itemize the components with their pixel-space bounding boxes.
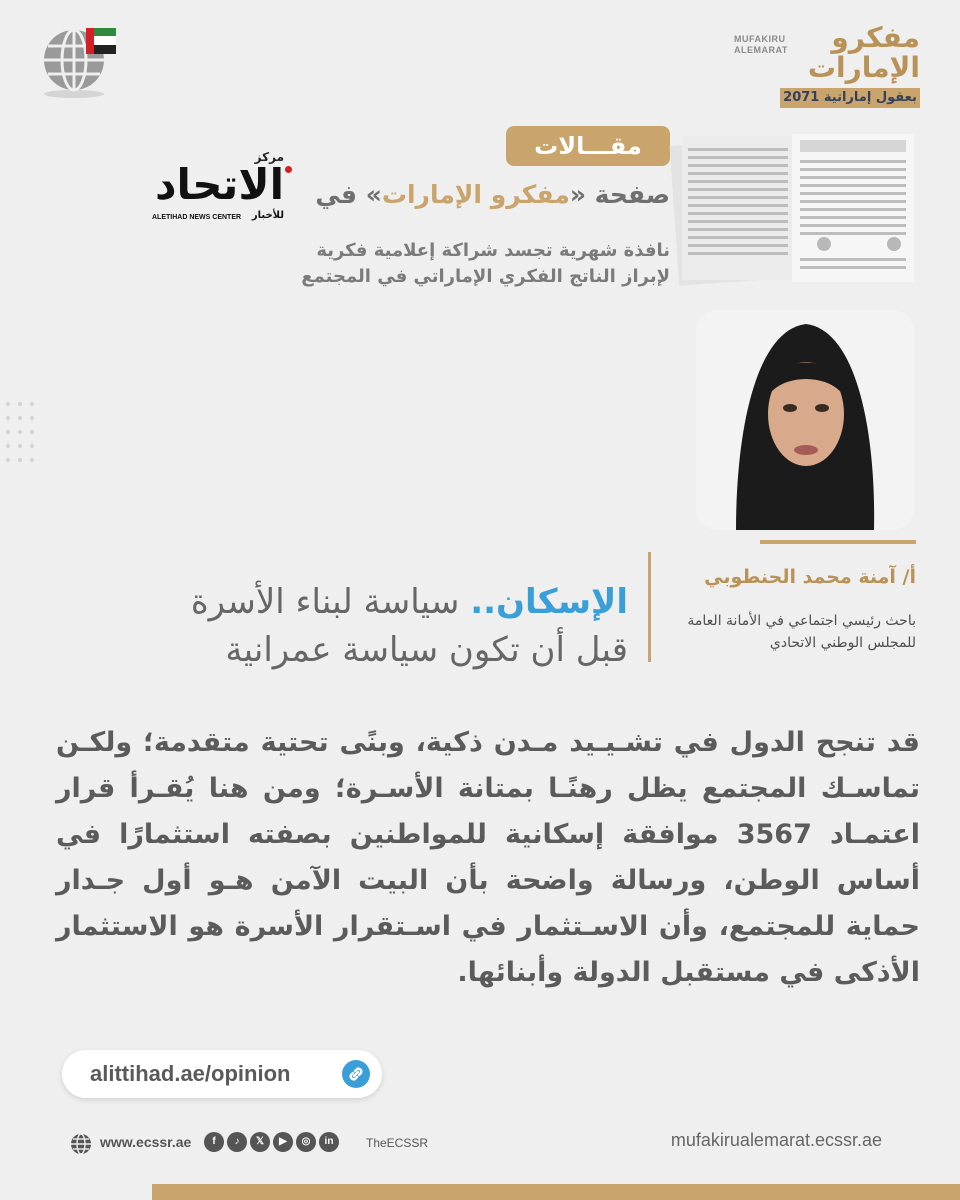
headline-prefix: صفحة «: [569, 180, 670, 209]
article-body: قد تنجح الدول في تشـيـيد مـدن ذكية، وبنًى تحتية متقدمة؛ ولكـن تماسـك المجتمع يظل رهنًـا بمتانة الأسـرة؛ ومن هنا يُقـرأ قرار اعتمـاد 3567 موافقة إسكانية للمواطنين بصفته استثمارًا في أساس الوطن، ورسالة واضحة بأن البيت الآمن هـو أول جـدار حماية للمجتمع، وأن الاسـتثمار في اسـتقرار الأسرة هو الاستثمار الأذكى في مستقبل الدولة وأبنائها.: [56, 727, 920, 988]
web-globe-icon: [70, 1133, 92, 1155]
author-title: باحث رئيسي اجتماعي في الأمانة العامة للمجلس الوطني الاتحادي: [687, 613, 916, 651]
alittihad-red-dot: [285, 166, 292, 173]
mufakiru-arabic-line2: الإمارات: [807, 51, 920, 84]
link-chain-icon: [342, 1060, 370, 1088]
footer-mufakiru-site[interactable]: mufakirualemarat.ecssr.ae: [670, 1130, 882, 1150]
linkedin-icon[interactable]: in: [319, 1132, 339, 1152]
facebook-icon[interactable]: f: [204, 1132, 224, 1152]
headline-suffix: » في: [315, 180, 382, 209]
article-title: [68, 578, 628, 674]
opinion-link[interactable]: [62, 1050, 382, 1098]
footer-website-link[interactable]: www.ecssr.ae: [100, 1134, 192, 1150]
page-subheadline: نافذة شهرية تجسد شراكة إعلامية فكرية لإبراز الناتج الفكري الإماراتي في المجتمع: [301, 240, 670, 287]
author-divider: [648, 552, 651, 662]
article-title-line1-rest: سياسة لبناء الأسرة: [190, 582, 471, 622]
mufakiru-alemarat-logo: [730, 22, 920, 108]
alittihad-logo-arabic-sub: للأخبار: [251, 210, 284, 221]
author-portrait: [696, 310, 914, 530]
article-title-line1: [68, 578, 628, 626]
alittihad-logo-top: مركز: [254, 150, 284, 164]
article-title-highlight: الإسكان..: [470, 582, 628, 622]
newspaper-illustration: [668, 128, 920, 288]
mufakiru-arabic-line1: مفكرو: [831, 21, 920, 54]
section-badge: مقـــالات: [506, 126, 670, 166]
ecssr-globe-logo: [34, 18, 126, 100]
x-icon[interactable]: 𝕏: [250, 1132, 270, 1152]
footer-gold-bar: [152, 1184, 960, 1200]
alittihad-logo-main: الاتحاد: [154, 160, 284, 209]
alittihad-news-center-logo: [150, 150, 292, 226]
page-headline: [315, 180, 670, 209]
footer-social-handle: TheECSSR: [366, 1136, 429, 1150]
headline-highlight: مفكرو الإمارات: [381, 180, 570, 209]
tiktok-icon[interactable]: ♪: [227, 1132, 247, 1152]
opinion-link-text[interactable]: alittihad.ae/opinion: [90, 1061, 291, 1086]
article-title-line2: قبل أن تكون سياسة عمرانية: [225, 630, 628, 670]
mufakiru-english-wordmark: MUFAKIRU ALEMARAT: [734, 34, 788, 55]
author-accent-line: [760, 540, 916, 544]
alittihad-logo-english: ALETIHAD NEWS CENTER: [152, 214, 242, 221]
decorative-dots: [0, 396, 50, 476]
instagram-icon[interactable]: ◎: [296, 1132, 316, 1152]
portrait-illustration: [696, 310, 914, 530]
link-icon[interactable]: [342, 1060, 370, 1088]
mufakiru-tagline: 2071 بعقول إماراتية: [780, 88, 920, 108]
youtube-icon[interactable]: ▶: [273, 1132, 293, 1152]
social-icons: [204, 1132, 339, 1156]
author-name: أ/ آمنة محمد الحنطوبي: [704, 566, 916, 588]
